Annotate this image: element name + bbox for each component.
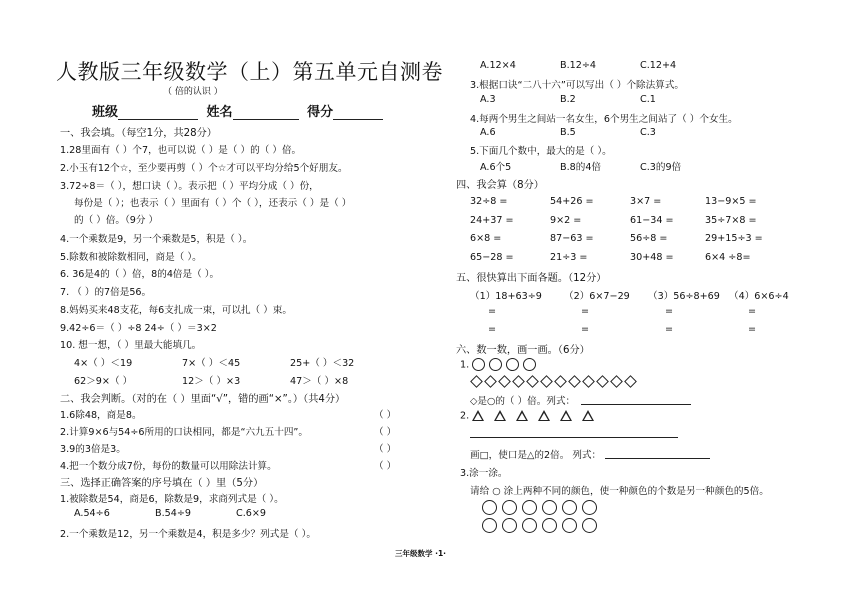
s3-option[interactable]: B.54÷9 bbox=[155, 508, 191, 519]
s1-question-1: 1.28里面有（ ）个7，也可以说（ ）是（ ）的（ ）倍。 bbox=[60, 145, 302, 156]
s3-option[interactable]: A.54÷6 bbox=[74, 508, 110, 519]
diamond-icon bbox=[498, 375, 511, 388]
s1-question-6: 6. 36是4的（ ）倍，8的4倍是（ ）。 bbox=[60, 269, 220, 280]
circle-icon bbox=[523, 358, 536, 371]
s1-fill-item: 12＞（ ）×3 bbox=[182, 376, 241, 387]
s1-question-7: 7. （ ）的7倍是56。 bbox=[60, 287, 152, 298]
circle-icon[interactable] bbox=[542, 500, 557, 515]
page-title: 人教版三年级数学（上）第五单元自测卷 bbox=[56, 60, 443, 84]
calc-item: 32÷8 = bbox=[470, 196, 508, 207]
equals-sign: = bbox=[488, 324, 497, 335]
calc-item: 54+26 = bbox=[550, 196, 594, 207]
circle-icon[interactable] bbox=[562, 518, 577, 533]
calc-item: 30+48 = bbox=[630, 252, 674, 263]
s3-option[interactable]: C.12+4 bbox=[640, 60, 677, 71]
equals-sign: = bbox=[748, 324, 757, 335]
section-6-heading: 六、数一数，画一画。（6分） bbox=[456, 345, 590, 356]
diamond-icon bbox=[540, 375, 553, 388]
class-label: 班级 bbox=[92, 105, 119, 120]
section-2-heading: 二、我会判断。（对的在（ ）里面“√”，错的画“×”。）（共4分） bbox=[60, 394, 346, 405]
answer-paren[interactable]: （ ） bbox=[374, 410, 397, 421]
score-label: 得分 bbox=[307, 105, 334, 120]
calc-item: 24+37 = bbox=[470, 215, 514, 226]
circle-icon bbox=[506, 358, 519, 371]
drawing-line[interactable] bbox=[470, 437, 678, 438]
s1-fill-item: 62＞9×（ ） bbox=[74, 376, 133, 387]
calc-item: 13−9×5 = bbox=[705, 196, 757, 207]
diamond-icon bbox=[624, 375, 637, 388]
s1-fill-item: 7×（ ）＜45 bbox=[182, 358, 241, 369]
answer-paren[interactable]: （ ） bbox=[374, 461, 397, 472]
s3-question-3: 3.根据口诀“二八十六”可以写出（ ）个除法算式。 bbox=[470, 80, 685, 91]
s6-q2-shapes bbox=[460, 410, 604, 422]
s1-question-9: 9.42÷6＝（ ）÷8 24÷（ ）＝3×2 bbox=[60, 323, 217, 334]
s2-item: 1.6除48，商是8。 bbox=[60, 410, 142, 421]
s1-fill-item: 4×（ ）＜19 bbox=[74, 358, 133, 369]
s5-item: （3）56÷8+69 bbox=[648, 291, 720, 302]
equals-sign: = bbox=[581, 324, 590, 335]
diamond-icon bbox=[484, 375, 497, 388]
name-field[interactable] bbox=[233, 106, 299, 120]
equals-sign: = bbox=[665, 306, 674, 317]
equals-sign: = bbox=[665, 324, 674, 335]
s1-fill-item: 47＞（ ）×8 bbox=[290, 376, 349, 387]
triangle-icon bbox=[582, 410, 594, 421]
circle-icon[interactable] bbox=[582, 500, 597, 515]
s3-question-4: 4.每两个男生之间站一名女生，6个男生之间站了（ ）个女生。 bbox=[470, 114, 738, 125]
calc-item: 6×8 = bbox=[470, 233, 502, 244]
s3-option[interactable]: B.12÷4 bbox=[560, 60, 596, 71]
section-1-heading: 一、我会填。（每空1分，共28分） bbox=[60, 128, 217, 139]
calc-item: 21÷3 = bbox=[550, 252, 588, 263]
calc-item: 3×7 = bbox=[630, 196, 662, 207]
s3-option[interactable]: C.6×9 bbox=[236, 508, 266, 519]
s3-option[interactable]: B.8的4倍 bbox=[560, 162, 602, 173]
triangle-icon bbox=[516, 410, 528, 421]
section-5-heading: 五、很快算出下面各题。（12分） bbox=[456, 273, 607, 284]
s3-option[interactable]: A.3 bbox=[480, 94, 496, 105]
calc-item: 87−63 = bbox=[550, 233, 594, 244]
equals-sign: = bbox=[488, 306, 497, 317]
s3-option[interactable]: C.1 bbox=[640, 94, 656, 105]
s6-q3-label: 3.涂一涂。 bbox=[460, 468, 508, 479]
s6-q3-text: 请给 ○ 涂上两种不同的颜色，使一种颜色的个数是另一种颜色的5倍。 bbox=[470, 486, 769, 497]
s1-question-3b: 每份是（ ）；也表示（ ）里面有（ ）个（ ），还表示（ ）是（ ） bbox=[74, 198, 352, 209]
name-label: 姓名 bbox=[206, 105, 233, 120]
student-info-row bbox=[92, 101, 387, 120]
s3-option[interactable]: B.2 bbox=[560, 94, 576, 105]
circle-icon bbox=[472, 358, 485, 371]
circle-icon[interactable] bbox=[522, 518, 537, 533]
triangle-icon bbox=[560, 410, 572, 421]
section-4-heading: 四、我会算（8分） bbox=[456, 180, 544, 191]
s2-item: 3.9的3倍是3。 bbox=[60, 444, 126, 455]
coloring-row-2 bbox=[482, 518, 602, 533]
circle-icon[interactable] bbox=[502, 518, 517, 533]
diamond-row bbox=[470, 376, 638, 387]
s3-option[interactable]: A.6 bbox=[480, 127, 496, 138]
s3-option[interactable]: A.12×4 bbox=[480, 60, 516, 71]
s5-item: （1）18+63÷9 bbox=[470, 291, 542, 302]
s3-question-1: 1.被除数是54，商是6，除数是9，求商列式是（ ）。 bbox=[60, 494, 284, 505]
triangle-icon bbox=[538, 410, 550, 421]
circle-icon[interactable] bbox=[482, 500, 497, 515]
s1-question-2: 2.小玉有12个☆，至少要再剪（ ）个☆才可以平均分给5个好朋友。 bbox=[60, 163, 348, 174]
calc-item: 9×2 = bbox=[550, 215, 582, 226]
answer-line[interactable] bbox=[605, 458, 710, 459]
circle-icon bbox=[489, 358, 502, 371]
circle-icon[interactable] bbox=[582, 518, 597, 533]
answer-paren[interactable]: （ ） bbox=[374, 427, 397, 438]
circle-icon[interactable] bbox=[562, 500, 577, 515]
s1-question-5: 5.除数和被除数相同，商是（ ）。 bbox=[60, 252, 202, 263]
circle-icon[interactable] bbox=[522, 500, 537, 515]
equals-sign: = bbox=[581, 306, 590, 317]
s1-question-3c: 的（ ）倍。（9分 ） bbox=[74, 215, 159, 226]
s1-question-3a: 3.72÷8＝（ ），想口诀（ ）。表示把（ ）平均分成（ ）份， bbox=[60, 181, 319, 192]
circle-icon[interactable] bbox=[542, 518, 557, 533]
s6-q1-text: ◇是○的（ ）倍。列式： bbox=[470, 396, 576, 407]
section-3-heading: 三、选择正确答案的序号填在（ ）里（5分） bbox=[60, 478, 264, 489]
page-footer: 三年级数学 ·1· bbox=[395, 549, 447, 558]
s3-option[interactable]: B.5 bbox=[560, 127, 576, 138]
s3-question-5: 5.下面几个数中，最大的是（ ）。 bbox=[470, 146, 612, 157]
diamond-icon bbox=[470, 375, 483, 388]
coloring-row-1 bbox=[482, 500, 602, 515]
circle-icon[interactable] bbox=[482, 518, 497, 533]
calc-item: 6×4 ÷8= bbox=[705, 252, 751, 263]
s6-q2-text: 画□，使口是△的2倍。 列式： bbox=[470, 450, 602, 461]
s5-item: （4）6×6÷4 bbox=[729, 291, 789, 302]
s6-q1-label bbox=[460, 358, 540, 371]
s2-item: 2.计算9×6与54÷6所用的口诀相同，都是“六九五十四”。 bbox=[60, 427, 308, 438]
s3-question-2: 2.一个乘数是12，另一个乘数是4，积是多少？列式是（ ）。 bbox=[60, 529, 316, 540]
s3-option[interactable]: C.3的9倍 bbox=[640, 162, 682, 173]
diamond-icon bbox=[610, 375, 623, 388]
diamond-icon bbox=[568, 375, 581, 388]
calc-item: 29+15÷3 = bbox=[705, 233, 763, 244]
s6-q2-number: 2. bbox=[460, 410, 470, 422]
calc-item: 56÷8 = bbox=[630, 233, 668, 244]
s6-q1-number: 1. bbox=[460, 359, 470, 371]
equals-sign: = bbox=[748, 306, 757, 317]
s1-question-4: 4.一个乘数是9，另一个乘数是5，积是（ ）。 bbox=[60, 234, 253, 245]
s2-item: 4.把一个数分成7份，每份的数量可以用除法计算。 bbox=[60, 461, 277, 472]
s3-option[interactable]: C.3 bbox=[640, 127, 656, 138]
class-field[interactable] bbox=[118, 106, 198, 120]
diamond-icon bbox=[554, 375, 567, 388]
s1-question-8: 8.妈妈买来48支花，每6支扎成一束，可以扎（ ）束。 bbox=[60, 305, 292, 316]
diamond-icon bbox=[596, 375, 609, 388]
diamond-icon bbox=[582, 375, 595, 388]
diamond-icon bbox=[526, 375, 539, 388]
answer-paren[interactable]: （ ） bbox=[374, 444, 397, 455]
calc-item: 61−34 = bbox=[630, 215, 674, 226]
s1-question-10: 10. 想一想，（ ）里最大能填几。 bbox=[60, 340, 202, 351]
page-subtitle: （ 倍的认识 ） bbox=[163, 87, 223, 97]
calc-item: 35÷7×8 = bbox=[705, 215, 757, 226]
diamond-icon bbox=[512, 375, 525, 388]
circle-icon[interactable] bbox=[502, 500, 517, 515]
answer-line[interactable] bbox=[581, 404, 691, 405]
triangle-icon bbox=[472, 410, 484, 421]
s3-option[interactable]: A.6个5 bbox=[480, 162, 512, 173]
triangle-icon bbox=[494, 410, 506, 421]
s5-item: （2）6×7−29 bbox=[564, 291, 630, 302]
score-field[interactable] bbox=[333, 106, 383, 120]
s1-fill-item: 25+（ ）＜32 bbox=[290, 358, 355, 369]
calc-item: 65−28 = bbox=[470, 252, 514, 263]
